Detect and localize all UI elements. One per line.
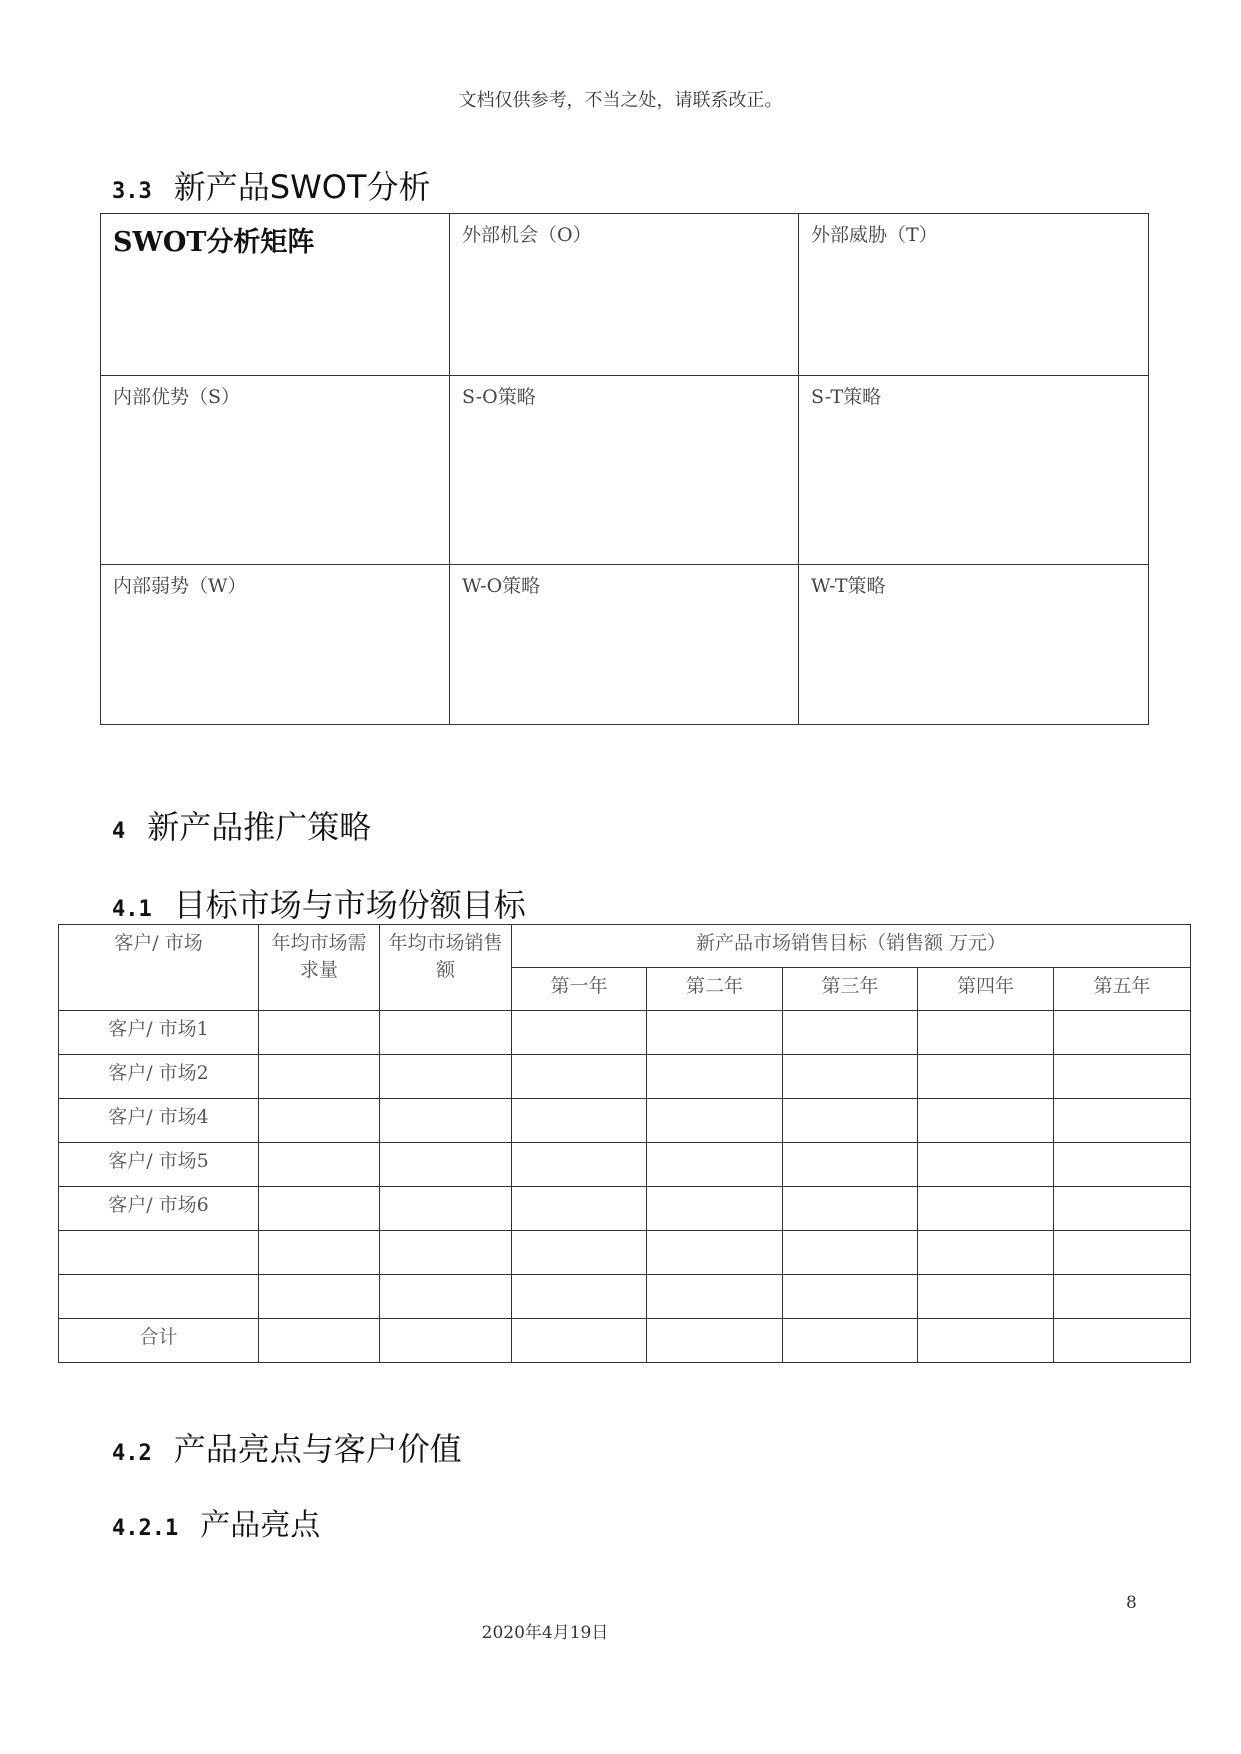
table-row: [59, 1275, 1191, 1319]
table-cell: [918, 1231, 1054, 1275]
section-number: 4.1: [112, 897, 152, 922]
table-cell: [1054, 1143, 1191, 1187]
swot-wt-cell: W-T策略: [799, 565, 1149, 725]
section-title: 目标市场与市场份额目标: [173, 886, 526, 924]
table-cell: [1054, 1275, 1191, 1319]
row-label: [59, 1231, 259, 1275]
section-number: 4.2: [112, 1441, 152, 1466]
swot-row-weakness: [101, 565, 1149, 725]
header-year: 第三年: [783, 968, 918, 1011]
table-cell: [918, 1319, 1054, 1363]
table-cell: [259, 1275, 380, 1319]
header-note: 文档仅供参考，不当之处，请联系改正。: [458, 90, 783, 111]
table-cell: [512, 1055, 647, 1099]
table-row: [59, 1231, 1191, 1275]
section-title: 新产品推广策略: [147, 808, 372, 846]
market-header-row: [59, 925, 1191, 968]
table-cell: [918, 1099, 1054, 1143]
swot-opportunity-cell: 外部机会（O）: [450, 214, 799, 376]
table-cell: [259, 1143, 380, 1187]
table-row: [59, 1099, 1191, 1143]
table-cell: [918, 1011, 1054, 1055]
table-cell: [647, 1231, 783, 1275]
table-row: [59, 1319, 1191, 1363]
section-heading-4-2-1: [112, 1500, 320, 1544]
table-cell: [380, 1055, 512, 1099]
table-cell: [647, 1099, 783, 1143]
table-cell: [512, 1187, 647, 1231]
table-cell: [259, 1055, 380, 1099]
footer-date: 2020年4月19日: [481, 1623, 609, 1643]
table-cell: [512, 1231, 647, 1275]
header-annual-demand: 年均市场需求量: [259, 925, 380, 1011]
table-cell: [1054, 1055, 1191, 1099]
market-target-table: [58, 924, 1191, 1363]
section-number: 3.3: [112, 179, 152, 204]
table-cell: [647, 1275, 783, 1319]
table-cell: [783, 1055, 918, 1099]
table-row: [59, 1055, 1191, 1099]
table-cell: [1054, 1231, 1191, 1275]
section-number: 4.2.1: [112, 1516, 179, 1541]
row-label: 客户/ 市场4: [59, 1099, 259, 1143]
swot-strength-cell: 内部优势（S）: [101, 376, 450, 565]
section-number: 4: [112, 819, 126, 844]
table-cell: [380, 1275, 512, 1319]
section-heading-3-3: [112, 162, 430, 208]
table-cell: [259, 1099, 380, 1143]
table-cell: [259, 1011, 380, 1055]
table-cell: [783, 1099, 918, 1143]
table-cell: [380, 1319, 512, 1363]
row-label: 客户/ 市场1: [59, 1011, 259, 1055]
table-cell: [1054, 1187, 1191, 1231]
swot-wo-cell: W-O策略: [450, 565, 799, 725]
table-cell: [647, 1143, 783, 1187]
table-cell: [380, 1231, 512, 1275]
table-cell: [783, 1143, 918, 1187]
row-label: 客户/ 市场6: [59, 1187, 259, 1231]
table-cell: [918, 1275, 1054, 1319]
row-label: 客户/ 市场5: [59, 1143, 259, 1187]
table-cell: [918, 1055, 1054, 1099]
table-cell: [647, 1319, 783, 1363]
header-year: 第五年: [1054, 968, 1191, 1011]
header-year: 第二年: [647, 968, 783, 1011]
table-cell: [647, 1011, 783, 1055]
table-cell: [512, 1319, 647, 1363]
header-sales-target: 新产品市场销售目标（销售额 万元）: [512, 925, 1191, 968]
section-heading-4: [112, 802, 371, 848]
header-annual-sales: 年均市场销售额: [380, 925, 512, 1011]
table-row: [59, 1011, 1191, 1055]
page-number: 8: [1126, 1593, 1137, 1613]
table-cell: [512, 1011, 647, 1055]
table-cell: [783, 1187, 918, 1231]
swot-so-cell: S-O策略: [450, 376, 799, 565]
table-cell: [1054, 1011, 1191, 1055]
swot-row-header: [101, 214, 1149, 376]
table-cell: [783, 1319, 918, 1363]
table-cell: [380, 1187, 512, 1231]
table-row: [59, 1143, 1191, 1187]
section-heading-4-2: [112, 1424, 462, 1470]
header-year: 第一年: [512, 968, 647, 1011]
table-cell: [647, 1055, 783, 1099]
table-cell: [783, 1275, 918, 1319]
section-title: 新产品SWOT分析: [173, 168, 431, 206]
table-cell: [918, 1187, 1054, 1231]
table-cell: [1054, 1099, 1191, 1143]
table-cell: [512, 1275, 647, 1319]
swot-matrix-label: SWOT分析矩阵: [101, 214, 450, 376]
table-cell: [259, 1319, 380, 1363]
table-cell: [380, 1099, 512, 1143]
header-customer-market: 客户/ 市场: [59, 925, 259, 1011]
table-cell: [259, 1231, 380, 1275]
header-year: 第四年: [918, 968, 1054, 1011]
section-title: 产品亮点: [200, 1508, 321, 1543]
row-label: [59, 1275, 259, 1319]
table-cell: [380, 1011, 512, 1055]
row-label: 合计: [59, 1319, 259, 1363]
table-cell: [259, 1187, 380, 1231]
swot-weakness-cell: 内部弱势（W）: [101, 565, 450, 725]
table-cell: [512, 1143, 647, 1187]
row-label: 客户/ 市场2: [59, 1055, 259, 1099]
table-cell: [918, 1143, 1054, 1187]
table-cell: [1054, 1319, 1191, 1363]
table-row: [59, 1187, 1191, 1231]
table-cell: [512, 1099, 647, 1143]
table-cell: [647, 1187, 783, 1231]
section-heading-4-1: [112, 880, 526, 926]
table-cell: [380, 1143, 512, 1187]
swot-threat-cell: 外部威胁（T）: [799, 214, 1149, 376]
swot-row-strength: [101, 376, 1149, 565]
swot-matrix-table: [100, 213, 1149, 725]
table-cell: [783, 1231, 918, 1275]
swot-st-cell: S-T策略: [799, 376, 1149, 565]
section-title: 产品亮点与客户价值: [173, 1430, 462, 1468]
table-cell: [783, 1011, 918, 1055]
